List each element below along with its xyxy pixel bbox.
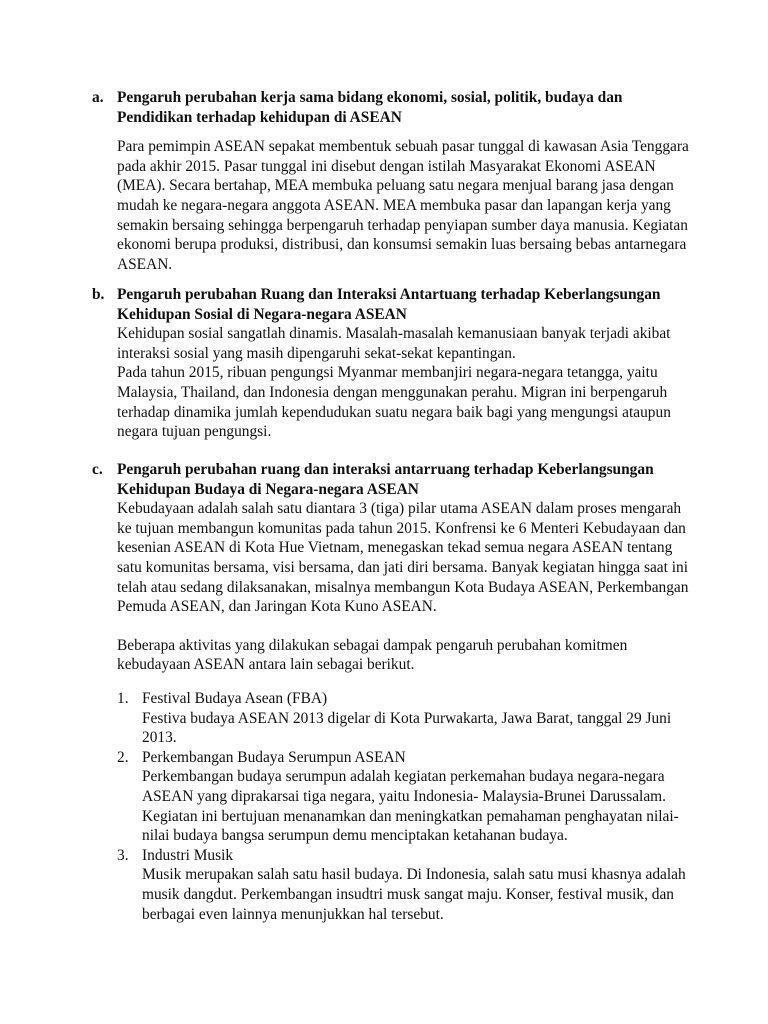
section-paragraph: Para pemimpin ASEAN sepakat membentuk sebuah pasar tunggal di kawasan Asia Tenggara pada akhir 2015. Pasar tunggal ini disebut dengan istilah Masyarakat Ekonomi ASEAN (MEA). Secara bertahap, MEA membuka peluang satu negara menjual barang jasa dengan mudah ke negara-negara anggota ASEAN. MEA membuka pasar dan lapangan kerja yang semakin bersaing sehingga berpengaruh terhadap penyiapan sumber daya manusia. Kegiatan ekonomi berupa produksi, distribusi, dan konsumsi semakin luas bersaing bebas antarnegara ASEAN. bbox=[117, 138, 689, 273]
section-heading: Pengaruh perubahan ruang dan interaksi antarruang terhadap Keberlangsungan Kehidupan Budaya di Negara-negara ASEAN bbox=[117, 461, 654, 498]
activity-list bbox=[117, 689, 692, 924]
section-paragraph: Kebudayaan adalah salah satu diantara 3 (tiga) pilar utama ASEAN dalam proses mengarah ke tujuan membangun komunitas pada tahun 2015. Konfrensi ke 6 Menteri Kebudayaan dan kesenian ASEAN di Kota Hue Vietnam, menegaskan tekad semua negara ASEAN tentang satu komunitas bersama, visi bersama, dan jati diri bersama. Banyak kegiatan hingga saat ini telah atau sedang dilaksanakan, misalnya membangun Kota Budaya ASEAN, Perkembangan Pemuda ASEAN, dan Jaringan Kota Kuno ASEAN. bbox=[117, 500, 689, 616]
list-item bbox=[117, 689, 692, 748]
list-item-title: Perkembangan Budaya Serumpun ASEAN bbox=[142, 748, 406, 766]
section-marker: a. bbox=[92, 89, 104, 106]
list-item-number: 1. bbox=[117, 690, 129, 707]
section-paragraph: Kehidupan sosial sangatlah dinamis. Masalah-masalah kemanusiaan banyak terjadi akibat interaksi sosial yang masih dipengaruhi sekat-sekat kepantingan. bbox=[117, 325, 671, 362]
section-paragraph: Pada tahun 2015, ribuan pengungsi Myanmar membanjiri negara-negara tetangga, yaitu Malaysia, Thailand, dan Indonesia dengan menggunakan perahu. Migran ini berpengaruh terhadap dinamika jumlah kependudukan suatu negara baik bagi yang mengungsi ataupun negara tujuan pengungsi. bbox=[117, 364, 671, 441]
list-item-text: Perkembangan budaya serumpun adalah kegiatan perkemahan budaya negara-negara ASEAN yang diprakarsai tiga negara, yaitu Indonesia- Malaysia-Brunei Darussalam. Kegiatan ini bertujuan menanamkan dan meningkatkan pemahaman penghayatan nilai-nilai budaya bangsa serumpun demu menciptakan ketahanan budaya. bbox=[142, 768, 679, 845]
list-item-text: Musik merupakan salah satu hasil budaya. Di Indonesia, salah satu musi khasnya adalah musik dangdut. Perkembangan insudtri musk sangat maju. Konser, festival musik, dan berbagai even lainnya menunjukkan hal tersebut. bbox=[142, 866, 686, 923]
list-item bbox=[117, 748, 692, 846]
section-heading: Pengaruh perubahan Ruang dan Interaksi Antartuang terhadap Keberlangsungan Kehidupan Sosial di Negara-negara ASEAN bbox=[117, 286, 661, 323]
list-item bbox=[117, 846, 692, 924]
list-item-title: Industri Musik bbox=[142, 846, 234, 864]
section-heading: Pengaruh perubahan kerja sama bidang ekonomi, sosial, politik, budaya dan Pendidikan terhadap kehidupan di ASEAN bbox=[117, 89, 623, 126]
list-item-number: 2. bbox=[117, 748, 129, 766]
list-item-title: Festival Budaya Asean (FBA) bbox=[142, 690, 328, 707]
section-b bbox=[92, 285, 692, 442]
list-item-text: Festiva budaya ASEAN 2013 digelar di Kota Purwakarta, Jawa Barat, tanggal 29 Juni 2013. bbox=[142, 709, 672, 747]
section-marker: c. bbox=[92, 461, 103, 478]
section-paragraph: Beberapa aktivitas yang dilakukan sebagai dampak pengaruh perubahan komitmen kebudayaan ASEAN antara lain sebagai berikut. bbox=[117, 636, 628, 674]
section-marker: b. bbox=[92, 286, 105, 303]
section-c bbox=[92, 460, 692, 675]
section-a bbox=[92, 88, 692, 274]
list-item-number: 3. bbox=[117, 846, 129, 864]
